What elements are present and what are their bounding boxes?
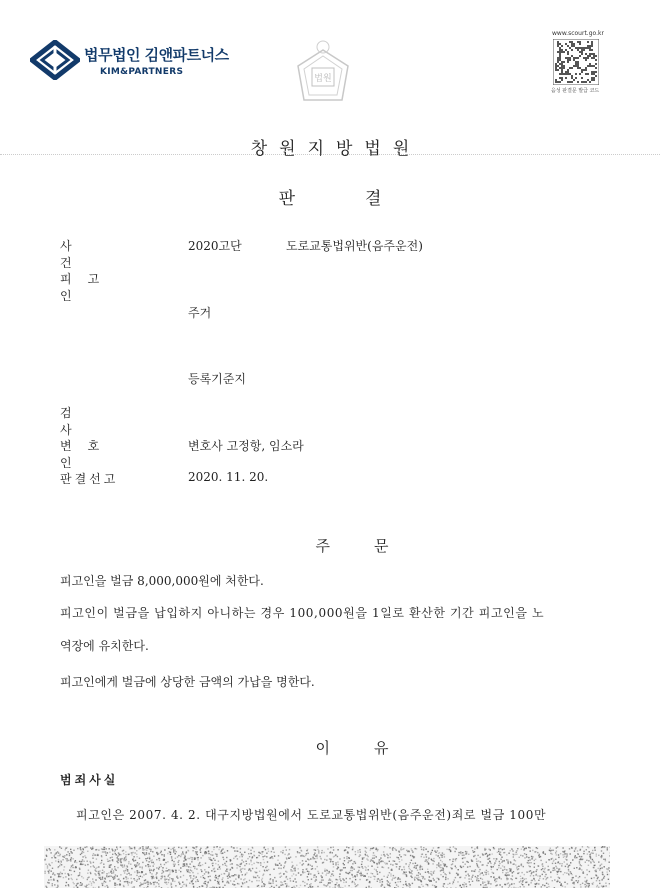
registry-label: 등록기준지: [188, 372, 246, 386]
document-title: 판결: [278, 189, 452, 209]
case-number: 2020고단: [188, 239, 242, 253]
case-label-text: 사건: [60, 239, 118, 270]
verification-code-caption: 음성 판결문 발급 코드: [551, 88, 600, 94]
verification-code-icon: [553, 39, 599, 85]
prosecutor-label-text: 검사: [60, 406, 118, 437]
date-label: [60, 470, 132, 487]
firm-logo: [30, 40, 229, 80]
court-name: 창원지방법원: [250, 139, 422, 159]
counsel-label: [60, 437, 132, 471]
crime-facts-heading: 범죄사실: [60, 773, 119, 787]
order-line: 피고인이 벌금을 납입하지 아니하는 경우 100,000원을 1일로 환산한 기간 피고인을 노: [60, 606, 545, 620]
court-seal-icon: [292, 38, 354, 108]
case-label: [60, 237, 132, 271]
firm-name-english: KIM&PARTNERS: [100, 66, 184, 77]
prosecutor-label: [60, 404, 132, 438]
case-name: 도로교통법위반(음주운전): [286, 239, 423, 253]
firm-name-korean: 법무법인 김앤파트너스: [84, 45, 229, 64]
defendant-label: [60, 270, 132, 304]
scan-noise-band: [44, 846, 610, 888]
court-url: www.scourt.go.kr: [552, 30, 604, 37]
reasons-heading: 이유: [315, 739, 433, 757]
address-label: 주거: [188, 306, 212, 320]
order-heading: 주문: [315, 537, 433, 555]
counsel-label-text: 변호인: [60, 439, 116, 470]
firm-emblem-icon: [30, 40, 80, 80]
counsel-value: 변호사 고정항, 임소라: [188, 439, 304, 453]
order-line: 역장에 유치한다.: [60, 639, 149, 653]
date-label-text: 판결선고: [60, 472, 119, 486]
order-line: 피고인에게 벌금에 상당한 금액의 가납을 명한다.: [60, 675, 315, 689]
date-value: 2020. 11. 20.: [188, 470, 269, 484]
defendant-label-text: 피고인: [60, 272, 116, 303]
reasons-line: 피고인은 2007. 4. 2. 대구지방법원에서 도로교통법위반(음주운전)죄로 벌금 100만: [76, 808, 547, 822]
order-line: 피고인을 벌금 8,000,000원에 처한다.: [60, 574, 264, 588]
seal-text: 법원: [314, 74, 332, 84]
